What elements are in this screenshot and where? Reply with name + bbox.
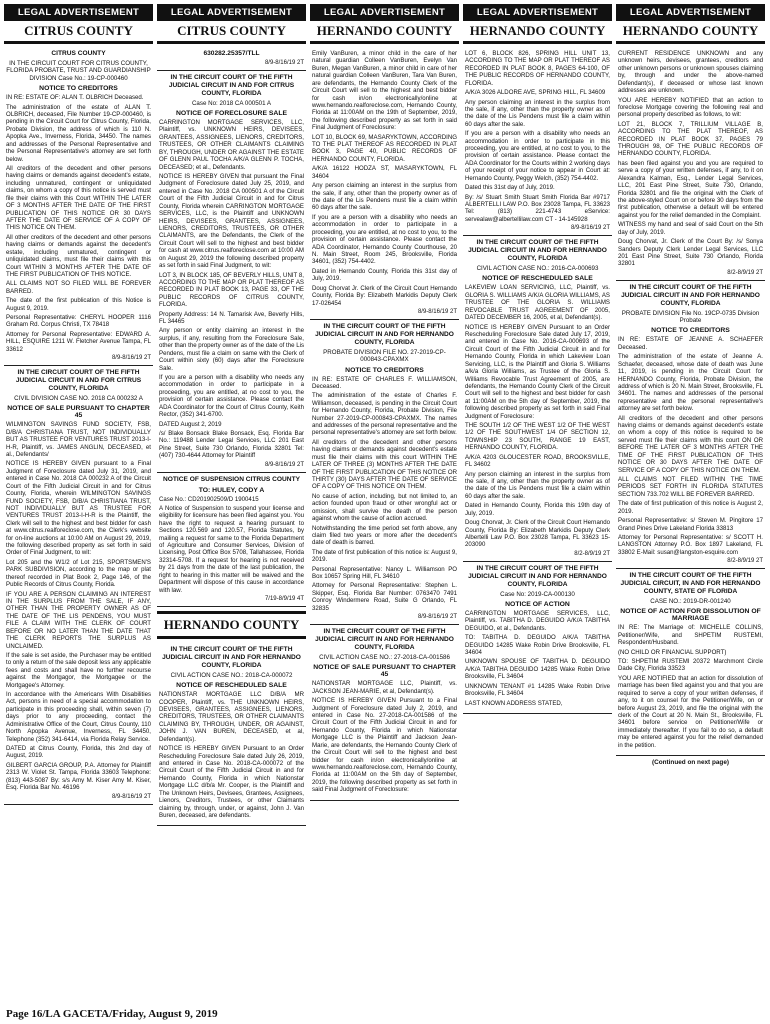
notice-paragraph: CURRENT RESIDENCE UNKNOWN and any unknown heirs, devisees, grantees, creditors and other unknown persons or unknown spouses claiming by, through and under the above-named Defendant(s), if deceased or whose last known addresses are unknown.: [618, 50, 763, 95]
notice-paragraph: The administration of the estate of Jeanne A. Schaefer, deceased, whose date of death was June 11, 2019, is pending in the Circuit Court for HERNANDO County, Florida, Probate Division, the address of which is 20 N. Main Street, Brooksville, FL 34601. The names and addresses of the personal representative and the personal representative's attorney are set forth below.: [618, 353, 763, 413]
notice-paragraph: Doug Chorvat, Jr. Clerk of the Court By: /s/ Sonya Sanders Deputy Clerk Lender Legal Services, LLC 201 East Pine Street, Suite 730 Orlando, Florida 32801: [618, 238, 763, 268]
notice-run-dates: 8/9-8/16/19 2T: [111, 793, 151, 800]
notice-heading: IN THE CIRCUIT COURT OF THE FIFTH JUDICIAL CIRCUIT IN AND FOR HERNANDO COUNTY, FLORIDA: [621, 283, 760, 307]
column-2: [157, 4, 306, 1004]
notice-paragraph: Lot 205 and the W1/2 of Lot 215, SPORTSMEN'S PARK SUBDIVISION, according to the map or plat thereof recorded in Plat Book 2, Page 146, of the Public Records of Citrus County, Florida.: [6, 558, 151, 589]
notice-heading: IN THE CIRCUIT COURT OF THE FIFTH JUDICIAL CIRCUIT IN AND FOR HERNANDO COUNTY, FLORIDA: [315, 628, 454, 651]
notice-paragraph: Dated in Hernando County, Florida this 31st day of July, 2019.: [312, 267, 457, 283]
notice-paragraph: If you are a person with a disability who needs an accommodation in order to participate in this proceeding, you are entitled, at no cost to you, to the provision of certain assistance. Please contact the ADA Coordinator for the Courts within 2 working days of your receipt of your notice to appear in Court at: Hernando County, Peggy Welch, (352) 754-4402.: [465, 130, 610, 182]
notice-run-dates: 8/9-8/16/19 2T: [264, 59, 304, 66]
notice-paragraph: The date of first publication of this notice is: August 9, 2019.: [312, 548, 457, 564]
notice-paragraph: NOTICE IS HEREBY GIVEN Pursuant to an Order Rescheduling Foreclosure Sale dated July 17, 2019, and entered in Case No. 2016-CA-000693 of the Circuit Court of the Fifth Judicial Circuit in and for Hernando County, Florida in which Lakeview Loan Servicing, LLC, is the Plaintiff and Gloria S. Williams a/k/a Gloria Williams, as Trustee of the Gloria S. Williams Revocable Trust Agreement of 2005, are defendants, the Hernando County Clerk of the Circuit Court will sell to the highest and best bidder for cash at 11:00AM on the 5th day of September, 2019, the following described property as set forth in said Final Judgment of Foreclosure:: [465, 323, 610, 420]
notice-paragraph: If you are a person with a disability who needs any accommodation in order to participate in a proceeding, you are entitled, at no cost to you, the provision of certain assistance. Please contact the ADA Coordinator for the Court of Citrus County, Keith Rector, (352) 341-6700.: [159, 373, 304, 419]
legal-advertisement-bar: LEGAL ADVERTISEMENT: [310, 4, 459, 21]
notice-heading: NOTICE OF SUSPENSION CITRUS COUNTY: [162, 475, 300, 483]
county-heading: HERNANDO COUNTY: [310, 21, 459, 44]
notice-paragraph: A/K/A 3026 ALDORE AVE, SPRING HILL, FL 34609: [465, 89, 606, 97]
legal-advertisement-bar: LEGAL ADVERTISEMENT: [157, 4, 306, 21]
notice-paragraph: Dated this 31st day of July, 2019.: [465, 184, 555, 192]
notice-heading: IN THE CIRCUIT COURT OF THE FIFTH JUDICIAL CIRCUIT IN AND FOR HERNANDO COUNTY, FLORIDA: [315, 322, 454, 346]
notice-paragraph: Any person claiming an interest in the surplus from the sale, if any, other than the property owner as of the date of the Lis Pendens must file a claim within 60 days after the sale.: [465, 470, 610, 500]
legal-notice: [157, 47, 306, 71]
notice-paragraph: IN RE: ESTATE OF JEANNE A. SCHAEFER Deceased.: [618, 336, 763, 351]
notice-paragraph: Any person or entity claiming an interest in the surplus, if any, resulting from the Foreclosure Sale, other than the property owner as of the date of the Lis Pendens, must file a claim on same with the Clerk of Court within sixty (60) days after the Foreclosure Sale.: [159, 327, 304, 372]
notice-paragraph: GILBERT GARCIA GROUP, P.A. Attorney for Plaintiff 2313 W. Violet St. Tampa, Florida 33603 Telephone: (813) 443-5087 By: s/s Amy M. Kiser Amy M. Kiser, Esq. Florida Bar No. 46196: [6, 761, 151, 792]
notice-paragraph: A Notice of Suspension to suspend your license and eligibility for licensure has been filed against you. You have the right to request a hearing pursuant to Sections 120.569 and 120.57, Florida Statutes, by mailing a request for same to the Florida Department of Agriculture and Consumer Services, Division of Licensing, Post Office Box 5708, Tallahassee, Florida 32314-5708. If a request for hearing is not received by 21 days from the date of the last publication, the right to hearing in this matter will be waived and the Department will dispose of this cause in accordance with law.: [159, 504, 304, 594]
notice-subheading: IN THE CIRCUIT COURT FOR CITRUS COUNTY, FLORIDA PROBATE, TRUST AND GUARDIANSHIP DIVISION Case No.: 19-CP-000460: [6, 59, 151, 82]
notice-subheading: CIVIL ACTION CASE NO.: 2016-CA-000693: [476, 265, 599, 272]
notice-paragraph: has been filed against you and you are required to serve a copy of your written defenses, if any, to it on Alexandra Kalman, Esq., Lender Legal Services, LLC, 201 East Pine Street, Suite 730, Orlando, Florida 32801 and file the original with the Clerk of the above-styled Court on or before 30 days from the first publication, otherwise a default will be entered against you for the relief demanded in the Complaint.: [618, 159, 763, 219]
notice-paragraph: NATIONSTAR MORTGAGE LLC, Plaintiff, vs. JACKSON JEAN-MARIE, et al, Defendant(s).: [312, 680, 457, 695]
notice-paragraph: All other creditors of the decedent and other persons having claims or demands against the decedent's estate, including unmatured, contingent or unliquidated claims, must file their claims with this Court WITHIN 3 MONTHS AFTER THE DATE OF THE FIRST PUBLICATION OF THIS NOTICE.: [6, 233, 151, 278]
notice-paragraph: (NO CHILD OR FINANCIAL SUPPORT): [618, 648, 727, 656]
county-heading: HERNANDO COUNTY: [616, 21, 765, 44]
column-1: [4, 4, 153, 1004]
column-4: [463, 4, 612, 1004]
notice-title: NOTICE OF ACTION: [505, 600, 570, 608]
notice-heading: IN THE CIRCUIT COURT OF THE FIFTH JUDICIAL CIRCUIT IN AND FOR CITRUS COUNTY, FLORIDA: [168, 73, 295, 97]
notice-run-dates: 8/9-8/16/19 2T: [570, 225, 610, 232]
notice-title: NOTICE TO CREDITORS: [345, 366, 424, 374]
notice-paragraph: TO: TABITHA D. DEGUIDO A/K/A TABITHA DEGUIDO 14285 Wake Robin Drive Brooksville, FL 34604: [465, 634, 610, 657]
notice-paragraph: LOT 6, BLOCK 826, SPRING HILL UNIT 13, ACCORDING TO THE MAP OR PLAT THEREOF AS RECORDED IN PLAT BOOK 8, PAGES 64-100, OF THE PUBLIC RECORDS OF HERNANDO COUNTY, FLORIDA.: [465, 50, 610, 87]
notice-paragraph: If you are a person with a disability who needs an accommodation in order to participate in a proceeding, you are entitled, at no cost to you, to the provision of certain assistance. Please contact the ADA Coordinator, Hernando County Courthouse, 20 N. Main Street, Room 245, Brooksville, Florida 34601, (352) 754-4402.: [312, 213, 457, 266]
notice-title: NOTICE OF RESCHEDULED SALE: [176, 682, 287, 690]
notice-paragraph: THE SOUTH 1/2 OF THE WEST 1/2 OF THE WEST 1/2 OF THE SOUTHWEST 1/4 OF SECTION 12, TOWNSHIP 23 SOUTH, RANGE 19 EAST, HERNANDO COUNTY, FLORIDA.: [465, 422, 610, 452]
county-heading: CITRUS COUNTY: [4, 21, 153, 44]
notice-paragraph: Attorney for Personal Representative: EDWARD A. HILL, ESQUIRE 1211 W. Fletcher Avenue Tampa, FL 33612: [6, 330, 151, 353]
legal-advertisement-bar: LEGAL ADVERTISEMENT: [4, 4, 153, 21]
notice-paragraph: IN RE: ESTATE OF: ALAN T. OLBRICH Deceased.: [6, 94, 144, 102]
notice-paragraph: IN RE: The Marriage of: MICHELLE COLLINS, Petitioner/Wife, and SHPETIM RUSTEMI, Respondent/Husband.: [618, 624, 763, 647]
notice-title: TO: HULEY, CODY A: [198, 486, 265, 494]
notice-run-dates: 8/9-8/16/19 2T: [111, 355, 151, 362]
notice-run-dates: 8/2-8/9/19 2T: [727, 269, 763, 276]
legal-notice: [616, 281, 765, 569]
legal-notice: [4, 366, 153, 804]
column-3: [310, 4, 459, 1004]
notice-paragraph: IF YOU ARE A PERSON CLAIMING AN INTEREST IN THE SURPLUS FROM THE SALE, IF ANY, OTHER THAN THE PROPERTY OWNER AS OF THE DATE OF THE LIS PENDENS, YOU MUST FILE A CLAIM WITH THE CLERK OF COURT BEFORE OR NO LATER THAN THE DATE THAT THE CLERK REPORTS THE SURPLUS AS UNCLAIMED.: [6, 590, 151, 650]
notice-heading: IN THE CIRCUIT COURT OF THE FIFTH JUDICIAL CIRCUIT IN AND FOR CITRUS COUNTY, FLORIDA: [15, 369, 142, 392]
notice-paragraph: Doug Chorvat, Jr. Clerk of the Circuit Court Hernando County, Florida By: Elizabeth Markidis Deputy Clerk Albertelli Law P.O. Box 23028 Tampa, FL 33623 15-203090: [465, 519, 610, 549]
notice-paragraph: The administration of the estate of Charles F. Williamson, deceased, is pending in the Circuit Court for Hernando County, Florida, Probate Division, File Number 27-2019-CP-000843-CPAXMX. The names and addresses of the personal representative and the personal representative's attorney are set forth below.: [312, 392, 457, 437]
notice-subheading: PROBATE DIVISION FILE NO. 27-2019-CP-000843-CPAXMX: [323, 348, 446, 364]
notice-paragraph: LAST KNOWN ADDRESS STATED,: [465, 699, 563, 707]
legal-notice: [157, 643, 306, 826]
notice-run-dates: 8/9-8/16/19 2T: [264, 461, 304, 468]
notice-paragraph: All creditors of the decedent and other persons having claims or demands against decedent's estate, including unmatured, contingent or unliquidated claims, on whom a copy of this notice is served must file their claims with this Court WITHIN THE LATER OF 3 MONTHS AFTER THE DATE OF THE FIRST PUBLICATION OF THIS NOTICE OR 30 DAYS AFTER THE DATE OF SERVICE OF A COPY OF THIS NOTICE ON THEM.: [6, 165, 151, 232]
notice-run-dates: 8/9-8/16/19 2T: [417, 308, 457, 315]
legal-notice: [4, 47, 153, 366]
notice-paragraph: No cause of action, including, but not limited to, an action founded upon fraud or other wrongful act or omission, shall survive the death of the person against whom the cause of action accrued.: [312, 492, 457, 523]
notice-paragraph: All creditors of the decedent and other persons having claims or demands against decedent's estate must file their claims with this court WITHIN THE LATER OF THREE (3) MONTHS AFTER THE DATE OF THE FIRST PUBLICATION OF THIS NOTICE OR THIRTY (30) DAYS AFTER THE DATE OF SERVICE OF A COPY OF THIS NOTICE ON THEM.: [312, 438, 457, 491]
notice-paragraph: Attorney for Personal Representative: s/ SCOTT H. LANGSTON Attorney P.O. Box 1897 Lakeland, FL 33802 E-Mail: susan@langston-esquire.com: [618, 533, 763, 556]
notice-heading: IN THE CIRCUIT COURT OF THE FIFTH JUDICIAL CIRCUIT IN AND FOR HERNANDO COUNTY, FLORIDA: [468, 564, 607, 588]
notice-title: NOTICE OF SALE PURSUANT TO CHAPTER 45: [313, 664, 456, 679]
notice-paragraph: WITNESS my hand and seal of said Court on the 5th day of July, 2019.: [618, 221, 763, 236]
notice-paragraph: IN RE: ESTATE OF CHARLES F. WILLIAMSON, Deceased.: [312, 375, 457, 390]
notice-paragraph: NOTICE IS HEREBY GIVEN Pursuant to an Order Rescheduling Foreclosure Sale dated July 26, 2019, and entered in Case No. 2018-CA-000072 of the Circuit Court of the Fifth Judicial Circuit in and for Hernando County, Florida in which Nationstar Mortgage LLC d/b/a Mr. Cooper, is the Plaintiff and The Unknown Heirs, Devisees, Grantees, Assignees, Lienors, Creditors, Trustees, or other Claimants claiming by, through, under, or against, John J. Van Buren, deceased, are defendants.: [159, 745, 304, 819]
notice-paragraph: If the sale is set aside, the Purchaser may be entitled to only a return of the sale deposit less any applicable fees and costs and shall have no further recourse against the Mortgagor, the Mortgagee or the Mortgagee's Attorney.: [6, 651, 151, 689]
notice-subheading: Case No: 2019-CA-000130: [500, 590, 575, 598]
notice-heading: IN THE CIRCUIT COURT OF THE FIFTH JUDICIAL CIRCUIT IN AND FOR HERNANDO COUNTY, FLORIDA: [468, 239, 607, 263]
notice-paragraph: The date of the first publication of this Notice is August 9, 2019.: [6, 297, 151, 312]
notice-paragraph: TO: SHPETIM RUSTEMI 20372 Marchmont Circle Dade City, Florida 33523: [618, 658, 763, 673]
notice-subheading: CIVIL ACTION CASE NO.: 27-2018-CA-001586: [319, 653, 450, 661]
notice-subheading: CIVIL DIVISION CASE NO. 2018 CA 000232 A: [14, 394, 143, 402]
notice-paragraph: NOTICE IS HEREBY GIVEN pursuant to a Final Judgment of Foreclosure dated July 31, 2019, and entered in Case No. 2018 CA 000232 A of the Circuit Court of the Fifth Judicial Circuit in and for Citrus County, Florida, wherein WILMINGTON SAVINGS FUND SOCIETY, FSB, D/B/A CHRISTIANA TRUST, NOT INDIVIDUALLY BUT AS TRUSTEE FOR VENTURES TRUST 2013-I-H-R is the Plaintiff, the Clerk will sell to the highest and best bidder for cash at www.citrus.realforeclose.com, the Clerk's website for on-line auctions at 10:00 AM on August 29, 2019, the following described property as set forth in said Order of Final Judgment, to wit:: [6, 460, 151, 557]
notice-paragraph: Any person claiming an interest in the surplus from the sale, if any, other than the property owner as of the date of the Lis Pendens must file a claim within 60 days after the sale.: [465, 98, 610, 128]
notice-paragraph: Dated in Hernando County, Florida this 19th day of July, 2019.: [465, 502, 610, 517]
legal-notice: [616, 569, 765, 756]
notice-paragraph: In accordance with the Americans With Disabilities Act, persons in need of a special accommodation to participate in this proceeding shall, within seven (7) days prior to any proceeding, contact the Administrative Office of the Court, Citrus County, 110 North Apopka Avenue, Inverness, FL 34450, Telephone (352) 341-6414, via Florida Relay Service.: [6, 691, 151, 743]
notice-paragraph: ALL CLAIMS NOT SO FILED WILL BE FOREVER BARRED.: [6, 280, 151, 295]
notice-paragraph: /s/ Blake Bonsack Blake Bonsack, Esq. Florida Bar No.: 119488 Lender Legal Services, LLC 201 East Pine Street, Suite 730 Orlando, Florida 32801 Tel: (407) 730-4644 Attorney for Plaintiff: [159, 429, 304, 460]
notice-heading: IN THE CIRCUIT COURT OF THE FIFTH JUDICIAL CIRCUIT IN AND FOR HERNANDO COUNTY, FLORIDA: [162, 646, 301, 669]
notice-paragraph: CARRINGTON MORTGAGE SERVICES, LLC, Plaintiff, vs. UNKNOWN HEIRS, DEVISEES, GRANTEES, ASSIGNEES, LIENORS, CREDITORS, TRUSTEES, OR OTHER CLAIMANTS CLAIMING BY, THROUGH, UNDER OR AGAINST THE ESTATE OF GLENN PAUL TOCHA A/K/A GLENN P. TOCHA, DECEASED; et al., Defendants.: [159, 119, 304, 171]
notice-paragraph: Notwithstanding the time period set forth above, any claim filed two years or more after the decedent's date of death is barred.: [312, 524, 457, 547]
county-heading: CITRUS COUNTY: [157, 21, 306, 44]
column-5: [616, 4, 765, 1004]
notice-paragraph: Property Address: 14 N. Tamarisk Ave, Beverly Hills, FL 34465: [159, 310, 304, 326]
notice-run-dates: 8/2-8/9/19 2T: [574, 550, 610, 557]
continued-note: (Continued on next page): [651, 759, 730, 767]
notice-paragraph: YOU ARE NOTIFIED that an action for dissolution of marriage has been filed against you and that you are required to serve a copy of your written defenses, if any, to it on counsel for the Petitioner/Wife, on or before August 23, 2019, and file the original with the clerk of the Court at 20 N. Main St., Brooksville, FL 34601 before service on Petitioner/Wife or immediately thereafter. If you fail to do so, a default may be entered against you for the relief demanded in the petition.: [618, 674, 763, 749]
notice-subheading: CASE NO.: 2019-DR-001240: [650, 597, 731, 605]
notice-title: NOTICE OF SALE PURSUANT TO CHAPTER 45: [7, 405, 150, 420]
legal-notice: [310, 47, 459, 320]
notice-paragraph: Doug Chorvat Jr. Clerk of the Circuit Court Hernando County, Florida By: Elizabeth Markidis Deputy Clerk 17-026454: [312, 284, 457, 307]
notice-paragraph: CARRINGTON MORTGAGE SERVICES, LLC, Plaintiff, vs. TABITHA D. DEGUIDO A/K/A TABITHA DEGUIDO, et al., Defendants.: [465, 609, 610, 632]
legal-advertisement-bar: LEGAL ADVERTISEMENT: [463, 4, 612, 21]
notice-paragraph: DATED August 2, 2019: [159, 420, 222, 428]
legal-notice: [463, 236, 612, 562]
notice-paragraph: YOU ARE HEREBY NOTIFIED that an action to foreclose Mortgage covering the following real and personal property described as follows, to wit:: [618, 96, 763, 119]
notice-heading: CITRUS COUNTY: [51, 50, 106, 57]
legal-notice: [310, 320, 459, 625]
legal-advertisement-bar: LEGAL ADVERTISEMENT: [616, 4, 765, 21]
notice-paragraph: NOTICE IS HEREBY GIVEN Pursuant to a Final Judgment of Foreclosure dated July 2, 2019, and entered in Case No. 27-2018-CA-001586 of the Circuit Court of the Fifth Judicial Circuit in and for Hernando County, Florida in which Nationstar Mortgage LLC is the Plaintiff and Jackson Jean-Marie, are defendants, the Hernando County Clerk of the Circuit Court will sell to the highest and best bidder for cash in/on electronically/online at www.hernando.realforeclose.com, Hernando County, Florida at 11:00AM on the 5th day of September, 2019, the following described property as set forth in said Final Judgment of Foreclosure:: [312, 697, 457, 794]
county-section-heading: HERNANDO COUNTY: [157, 611, 306, 639]
notice-heading: IN THE CIRCUIT COURT OF THE FIFTH JUDICIAL CIRCUIT, IN AND FOR HERNANDO COUNTY, STATE OF FLORIDA: [620, 572, 761, 596]
notice-paragraph: DATED at Citrus County, Florida, this 2nd day of August, 2019.: [6, 745, 151, 760]
notice-paragraph: Attorney for Personal Representative: Stephen L. Skipper, Esq. Florida Bar Number: 0763470 7491 Conroy Windermere Road, Suite G Orlando, FL 32835: [312, 582, 457, 612]
notice-title: NOTICE OF ACTION FOR DISSOLUTION OF MARRIAGE: [620, 608, 761, 623]
notice-subheading: PROBATE DIVISION File No. 19CP-0735 Division Probate: [621, 309, 760, 324]
notice-paragraph: UNKNOWN SPOUSE OF TABITHA D. DEGUIDO A/K/A TABITHA DEGUIDO 14285 Wake Robin Drive Brooksville, FL 34604: [465, 658, 610, 681]
notice-paragraph: Personal Representative: Nancy L. Williamson PO Box 10657 Spring Hill, FL 34610: [312, 565, 457, 581]
notice-paragraph: A/K/A 16122 HODZA ST, MASARYKTOWN, FL 34604: [312, 165, 457, 180]
notice-paragraph: NOTICE IS HEREBY GIVEN that pursuant the Final Judgment of Foreclosure dated July 25, 2019, and entered in Case No. 2018 CA 000501 A of the Circuit Court of the Fifth Judicial Circuit in and for Citrus County, Florida wherein CARRINGTON MORTGAGE SERVICES, LLC, is the Plaintiff and UNKNOWN HEIRS, DEVISEES, GRANTEES, ASSIGNEES, LIENORS, CREDITORS, TRUSTEES, OR OTHER CLAIMANTS, are the Defendants, the Clerk of the Circuit Court will sell to the highest and best bidder for cash at www.citrus.realforeclose.com at 10:00 AM on August 29, 2019 the following described property as set forth in said Final Judgment, to wit:: [159, 173, 304, 270]
notice-paragraph: LAKEVIEW LOAN SERVICING, LLC, Plaintiff, vs. GLORIA S. WILLIAMS A/K/A GLORIA WILLIAMS, AS TRUSTEE OF THE GLORIA S. WILLIAMS REVOCABLE TRUST AGREEMENT OF 2005, DATED DECEMBER 16, 2005, et al, Defendant(s).: [465, 284, 610, 322]
notice-paragraph: Personal Representative: CHERYL HOOPER 1116 Graham Rd. Corpus Christi, TX 78418: [6, 314, 151, 329]
county-heading: HERNANDO COUNTY: [463, 21, 612, 44]
notice-paragraph: UNKNOWN TENANT #1 14285 Wake Robin Drive Brooksville, FL 34604: [465, 682, 610, 698]
notice-subheading: CIVIL ACTION CASE NO.: 2018-CA-000072: [170, 671, 293, 679]
notice-subheading: Case No: 2018 CA 000501 A: [191, 99, 272, 107]
notice-paragraph: LOT 21, BLOCK 7, TRILLIUM VILLAGE B, ACCORDING TO THE PLAT THEREOF, AS RECORDED IN PLAT BOOK 37, PAGES 79 THROUGH 98, OF THE PUBLIC RECORDS OF HERNANDO COUNTY, FLORIDA.: [618, 120, 763, 158]
notice-paragraph: The date of first publication of this notice is August 2, 2019.: [618, 500, 763, 515]
notice-paragraph: Emily VanBuren, a minor child in the care of her natural guardian Colleen VanBuren, Evelyn Van Buren, Megan VanBuren, a minor child in care of her natural guardian Colleen VanBuren, Tara Van Buren, are defendants, the Hernando County Clerk of the Circuit Court will sell to the highest and best bidder for cash in/on electronically/online at www.hernando.realforeclose.com, Hernando County, Florida at 11:00AM on the 19th of September, 2019, the following described property as set forth in said Final Judgment of Foreclosure:: [312, 50, 457, 132]
page-footer: Page 16/LA GACETA/Friday, August 9, 2019: [6, 1008, 218, 1020]
legal-notice: [310, 625, 459, 800]
newspaper-page: [4, 4, 766, 1004]
legal-notice: [157, 473, 306, 607]
notice-paragraph: All creditors of the decedent and other persons having claims or demands against decedent's estate on whom a copy of this notice is required to be served must file their claims with this court ON OR BEFORE THE LATER OF 3 MONTHS AFTER THE TIME OF THE FIRST PUBLICATION OF THIS NOTICE OR 30 DAYS AFTER THE DATE OF SERVICE OF A COPY OF THIS NOTICE ON THEM.: [618, 414, 763, 474]
notice-paragraph: WILMINGTON SAVINGS FUND SOCIETY, FSB, D/B/A CHRISTIANA TRUST, NOT INDIVIDUALLY BUT AS TRUSTEE FOR VENTURES TRUST 2013-I-H-R, Plaintiff, vs. JAMES ANGLIN, DECEASED, et al., Defendants/: [6, 421, 151, 458]
notice-paragraph: ALL CLAIMS NOT FILED WITHIN THE TIME PERIODS SET FORTH IN FLORIDA STATUTES SECTION 733.702 WILL BE FOREVER BARRED.: [618, 476, 763, 498]
notice-paragraph: By: /s/ Stuart Smith Stuart Smith Florida Bar #9717 ALBERTELLI LAW P.O. Box 23028 Tampa, FL 33623 Tel: (813) 221-4743 eService: servealaw@albertellilaw.com CT - 14-145928: [465, 193, 610, 223]
notice-paragraph: Case No.: CD201902509/D 1900415: [159, 495, 259, 503]
legal-notice: [157, 71, 306, 473]
notice-paragraph: LOT 3, IN BLOCK 185, OF BEVERLY HILLS, UNIT 8, ACCORDING TO THE MAP OR PLAT THEREOF AS RECORDED IN PLAT BOOK 13, PAGE 33, OF THE PUBLIC RECORDS OF CITRUS COUNTY, FLORIDA.: [159, 271, 304, 309]
notice-title: NOTICE OF FORECLOSURE SALE: [175, 110, 288, 118]
notice-title: NOTICE OF RESCHEDULED SALE: [482, 275, 593, 283]
notice-title: NOTICE TO CREDITORS: [39, 85, 118, 93]
notice-run-dates: 8/2-8/9/19 2T: [727, 558, 763, 565]
notice-run-dates: 8/9-8/16/19 2T: [417, 614, 457, 621]
notice-paragraph: Any person claiming an interest in the surplus from the sale, if any, other than the property owner as of the date of the Lis Pendens must file a claim within 60 days after the sale.: [312, 182, 457, 212]
notice-paragraph: NATIONSTAR MORTGAGE LLC D/B/A MR COOPER, Plaintiff, vs. THE UNKNOWN HEIRS, DEVISEES, GRANTEES, ASSIGNEES, LIENORS, CREDITORS, TRUSTEES, OR OTHER CLAIMANTS CLAIMING BY, THROUGH, UNDER, OR AGAINST, JOHN J. VAN BUREN, DECEASED, et al, Defendant(s).: [159, 691, 304, 743]
notice-paragraph: LOT 10, BLOCK 69, MASARYKTOWN, ACCORDING TO THE PLAT THEREOF AS RECORDED IN PLAT BOOK 3, PAGE 40, PUBLIC RECORDS OF HERNANDO COUNTY, FLORIDA.: [312, 133, 457, 163]
legal-notice: [616, 47, 765, 281]
notice-heading: 630282.25357/TLL: [203, 50, 260, 57]
notice-paragraph: The administration of the estate of ALAN T. OLBRICH, deceased, File Number 19-CP-000460, is pending in the Circuit Court for Citrus County, Florida, Probate Division, the address of which is 110 N. Apopka Ave., Inverness, Florida, 34450. The names and addresses of the Personal Representative and the Personal Representative's attorney are set forth below.: [6, 103, 151, 163]
notice-title: NOTICE TO CREDITORS: [651, 327, 730, 335]
notice-paragraph: Personal Representative: s/ Steven M. Pingitore 17 Grand Pines Drive Lakeland Florida 33813: [618, 517, 763, 532]
legal-notice: [463, 562, 612, 714]
notice-paragraph: A/K/A 4203 GLOUCESTER ROAD, BROOKSVILLE, FL 34602: [465, 453, 610, 469]
notice-run-dates: 7/19-8/9/19 4T: [264, 596, 304, 603]
legal-notice: [463, 47, 612, 236]
